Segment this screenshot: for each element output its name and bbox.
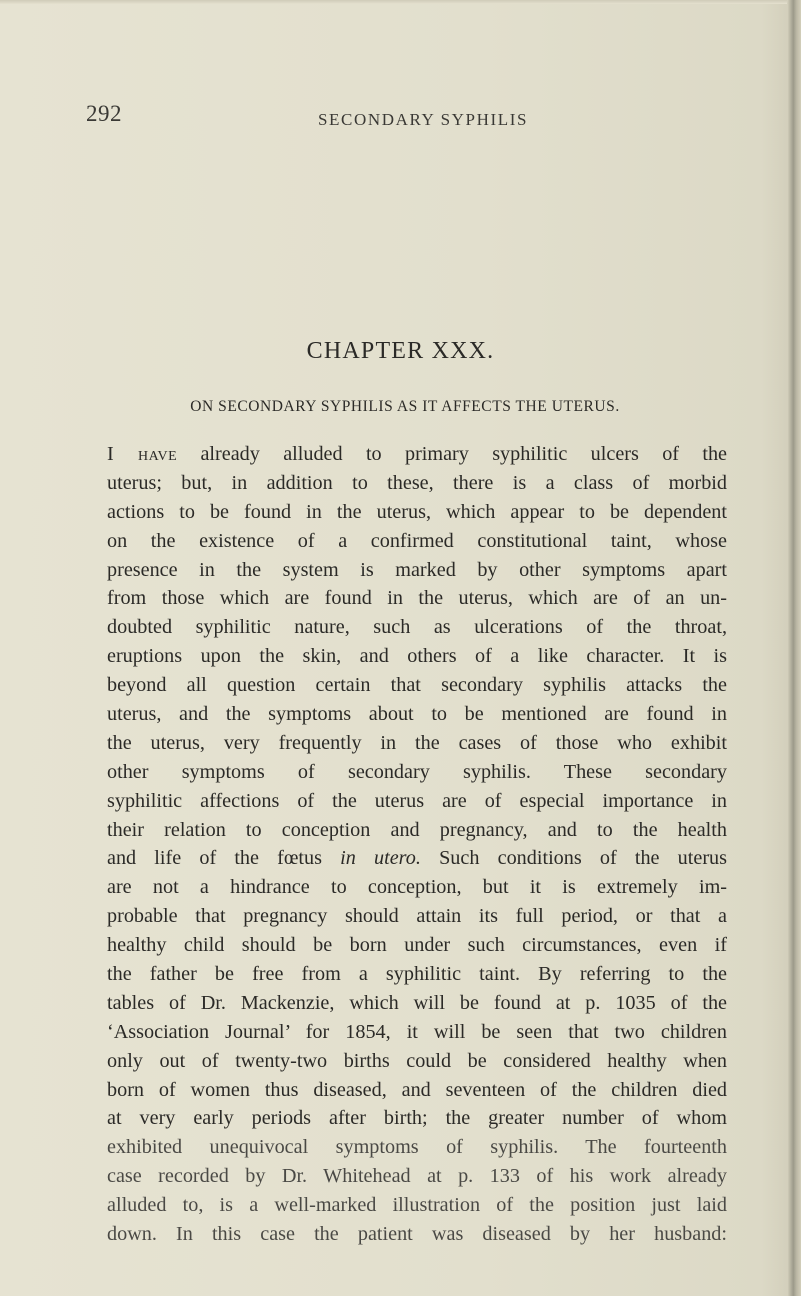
text-line: ‘Association Journal’ for 1854, it will be seen that two children [107,1020,727,1043]
text-line [107,844,727,873]
text-line: on the existence of a confirmed constitutional taint, whose [107,529,727,552]
text-line: syphilitic affections of the uterus are of especial importance in [107,789,727,812]
text-line: uterus, and the symptoms about to be mentioned are found in [107,703,727,726]
page-gutter-shadow [787,0,801,1296]
chapter-subtitle: ON SECONDARY SYPHILIS AS IT AFFECTS THE UTERUS. [190,398,620,415]
text-line: the uterus, very frequently in the cases of those who exhibit [107,731,727,754]
text-line: doubted syphilitic nature, such as ulcerations of the throat, [107,616,727,639]
text-line: probable that pregnancy should attain its full period, or that a [107,905,727,928]
chapter-title: CHAPTER XXX. [306,338,495,364]
text-line: their relation to conception and pregnancy, and to the health [107,818,727,841]
text-line: case recorded by Dr. Whitehead at p. 133 of his work already [107,1165,727,1188]
text-line: healthy child should be born under such circumstances, even if [107,934,727,957]
page-number: 292 [86,101,122,126]
text-line: actions to be found in the uterus, which appear to be dependent [107,500,727,523]
text-line: only out of twenty-two births could be considered healthy when [107,1049,727,1072]
running-head: SECONDARY SYPHILIS [318,110,529,129]
text-line: at very early periods after birth; the greater number of whom [107,1107,727,1130]
page-top-edge [0,0,801,4]
line-text: already alluded to primary syphilitic ulcers of the [200,443,728,465]
line-text: Such conditions of the uterus [439,847,727,870]
text-line: beyond all question certain that secondary syphilis attacks the [107,674,727,697]
text-line: from those which are found in the uterus, which are of an un- [107,587,727,610]
text-line: down. In this case the patient was diseased by her husband: [107,1223,727,1246]
text-line: other symptoms of secondary syphilis. These secondary [107,760,727,783]
text-line: born of women thus diseased, and seventeen of the children died [107,1078,727,1101]
text-line: exhibited unequivocal symptoms of syphilis. The fourteenth [107,1136,727,1159]
text-line [107,440,727,469]
text-line: uterus; but, in addition to these, there is a class of morbid [107,471,727,494]
text-line: are not a hindrance to conception, but it is extremely im- [107,876,727,899]
body-text [107,440,727,1249]
line-text: and life of the fœtus [107,847,322,870]
text-line: tables of Dr. Mackenzie, which will be found at p. 1035 of the [107,991,727,1014]
italic-phrase: in utero. [340,847,421,870]
text-line: presence in the system is marked by other symptoms apart [107,558,727,581]
text-line: the father be free from a syphilitic taint. By referring to the [107,963,727,986]
text-line: alluded to, is a well-marked illustration of the position just laid [107,1194,727,1217]
drop-word: I have [107,443,178,465]
text-line: eruptions upon the skin, and others of a like character. It is [107,645,727,668]
